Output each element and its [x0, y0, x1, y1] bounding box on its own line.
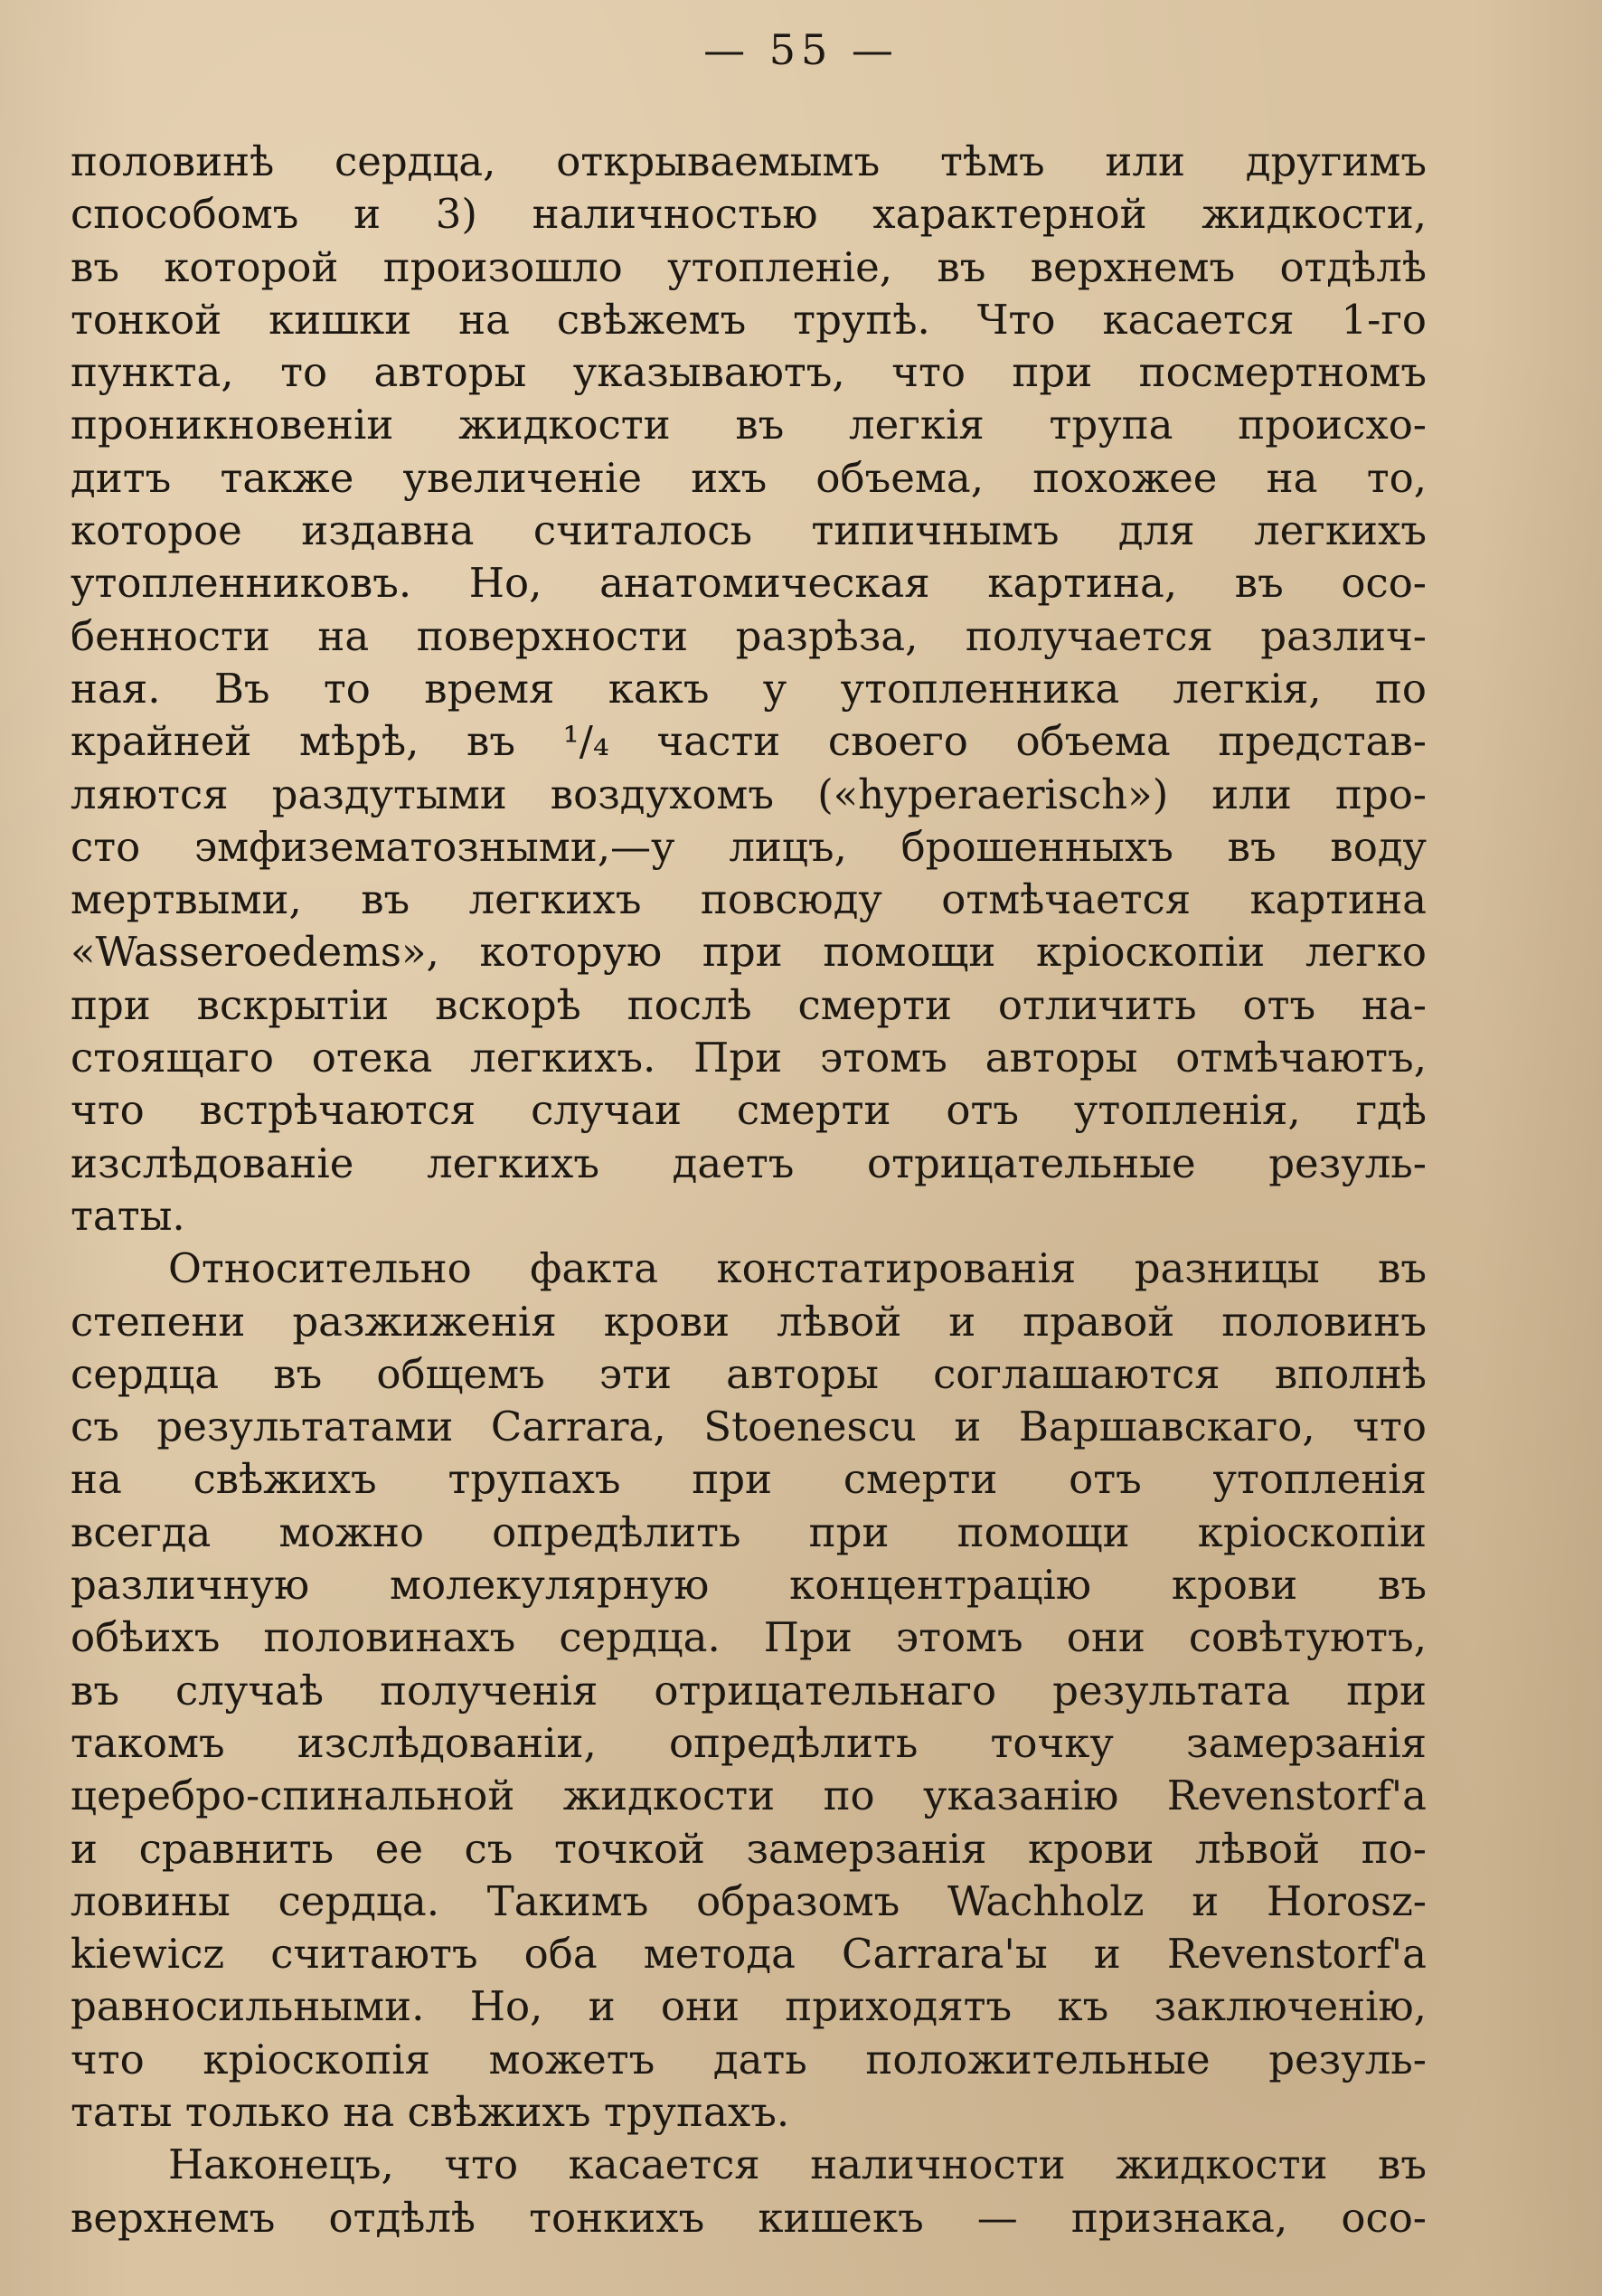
text-line: на свѣжихъ трупахъ при смерти отъ утопленія [71, 1455, 1427, 1504]
text-line: половинѣ сердца, открываемымъ тѣмъ или другимъ [71, 137, 1427, 185]
text-line: мертвыми, въ легкихъ повсюду отмѣчается картина [71, 875, 1427, 924]
text-line: Относительно факта констатированія разницы въ [168, 1244, 1427, 1293]
text-line: что кріоскопія можетъ дать положительные резуль- [71, 2035, 1427, 2083]
text-line: въ которой произошло утопленіе, въ верхнемъ отдѣлѣ [71, 242, 1427, 291]
text-line: сердца въ общемъ эти авторы соглашаются вполнѣ [71, 1349, 1427, 1398]
text-line: ляются раздутыми воздухомъ («hyperaerisch») или про- [71, 770, 1427, 818]
text-line: Наконецъ, что касается наличности жидкости въ [168, 2140, 1427, 2189]
text-line: которое издавна считалось типичнымъ для легкихъ [71, 506, 1427, 555]
text-line: способомъ и 3) наличностью характерной жидкости, [71, 190, 1427, 239]
text-line: ная. Въ то время какъ у утопленника легкія, по [71, 664, 1427, 713]
text-line: пункта, то авторы указываютъ, что при посмертномъ [71, 348, 1427, 397]
text-line: изслѣдованіе легкихъ даетъ отрицательные резуль- [71, 1139, 1427, 1187]
body-text [71, 136, 1427, 2244]
text-line: съ результатами Carrara, Stoenescu и Варшавскаго, что [71, 1403, 1427, 1451]
text-line: что встрѣчаются случаи смерти отъ утопленія, гдѣ [71, 1086, 1427, 1135]
text-line: бенности на поверхности разрѣза, получается различ- [71, 611, 1427, 660]
text-line: «Wasseroedems», которую при помощи кріоскопіи легко [71, 928, 1427, 977]
text-line: всегда можно опредѣлить при помощи кріоскопіи [71, 1507, 1427, 1556]
paragraph-3 [71, 2139, 1427, 2244]
text-line: дитъ также увеличеніе ихъ объема, похожее на то, [71, 453, 1427, 502]
text-line: утопленниковъ. Но, анатомическая картина, въ осо- [71, 559, 1427, 608]
text-line: такомъ изслѣдованіи, опредѣлить точку замерзанія [71, 1718, 1427, 1767]
text-line: стоящаго отека легкихъ. При этомъ авторы отмѣчаютъ, [71, 1034, 1427, 1082]
text-line: въ случаѣ полученія отрицательнаго результата при [71, 1666, 1427, 1715]
text-line: равносильными. Но, и они приходятъ къ заключенію, [71, 1982, 1427, 2031]
text-line: сто эмфизематозными,—у лицъ, брошенныхъ въ воду [71, 822, 1427, 871]
text-line: и сравнить ее съ точкой замерзанія крови лѣвой по- [71, 1824, 1427, 1873]
text-line: ловины сердца. Такимъ образомъ Wachholz и Horosz- [71, 1876, 1427, 1925]
text-line: тонкой кишки на свѣжемъ трупѣ. Что касается 1-го [71, 295, 1427, 344]
text-line: церебро-спинальной жидкости по указанію Revenstorf'а [71, 1772, 1427, 1820]
paragraph-2 [71, 1242, 1427, 2139]
text-line: различную молекулярную концентрацію крови въ [71, 1561, 1427, 1610]
page-number: — 55 — [703, 25, 899, 74]
text-line: обѣихъ половинахъ сердца. При этомъ они совѣтуютъ, [71, 1613, 1427, 1662]
text-line: kiewicz считаютъ оба метода Carrara'ы и Revenstorf'а [71, 1930, 1427, 1979]
paragraph-1 [71, 136, 1427, 1242]
text-line: таты только на свѣжихъ трупахъ. [71, 2087, 790, 2136]
text-line: степени разжиженія крови лѣвой и правой половинъ [71, 1297, 1427, 1346]
text-line: таты. [71, 1191, 185, 1240]
text-line: при вскрытіи вскорѣ послѣ смерти отличить отъ на- [71, 980, 1427, 1029]
text-line: верхнемъ отдѣлѣ тонкихъ кишекъ — признака, осо- [71, 2193, 1427, 2242]
text-line: крайней мѣрѣ, въ ¹/₄ части своего объема представ- [71, 717, 1427, 766]
text-line: проникновеніи жидкости въ легкія трупа происхо- [71, 401, 1427, 449]
